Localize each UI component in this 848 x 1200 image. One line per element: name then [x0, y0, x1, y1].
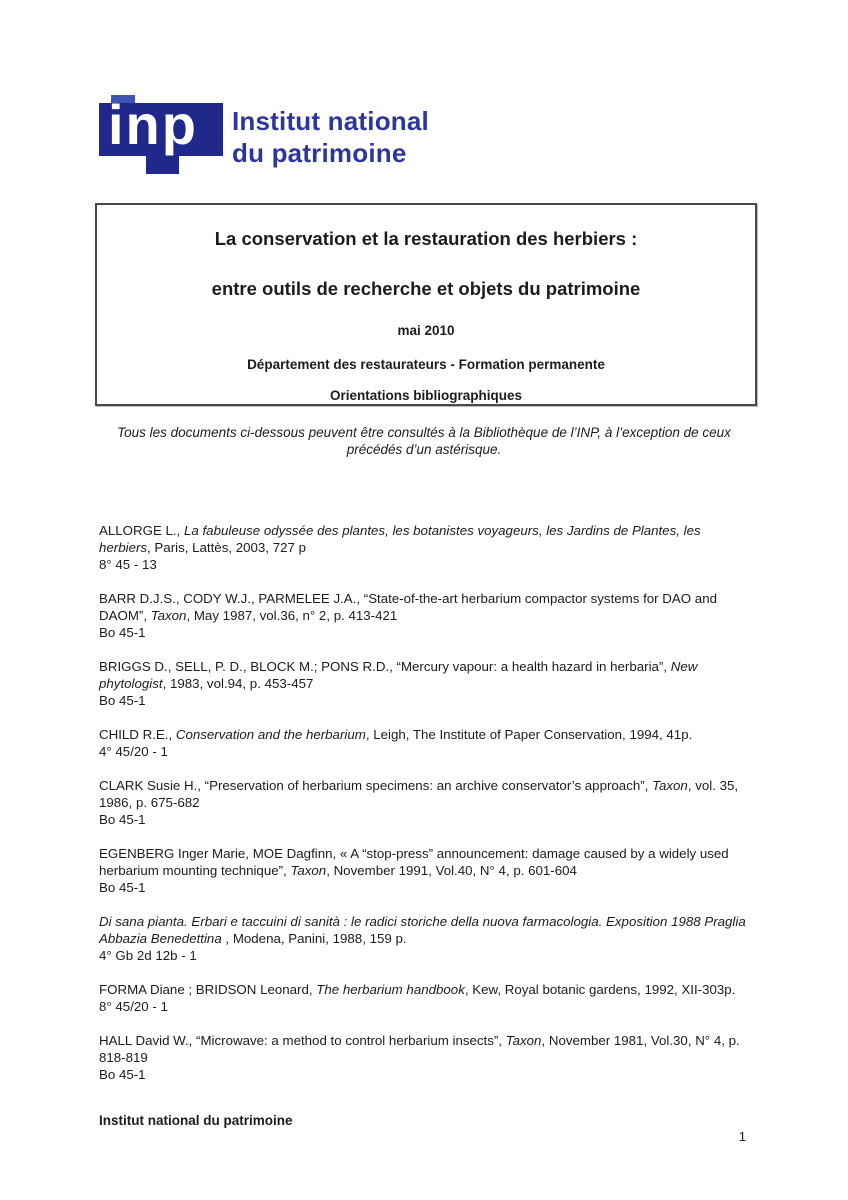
bib-entry-text: HALL David W., “Microwave: a method to control herbarium insects”, Taxon, November 1981, Vol.30, N° 4, p. 818-819: [99, 1033, 740, 1065]
bib-entry: [99, 1032, 751, 1083]
logo-monogram: inp: [108, 93, 198, 156]
bibliography-list: [99, 522, 751, 1100]
bib-entry-text: EGENBERG Inger Marie, MOE Dagfinn, « A “stop-press” announcement: damage caused by a widely used herbarium mounting technique”, Taxon, November 1991, Vol.40, N° 4, p. 601-604: [99, 846, 729, 878]
document-title-line1: La conservation et la restauration des herbiers :: [214, 228, 638, 249]
document-date: mai 2010: [397, 323, 455, 338]
bib-entry-text: ALLORGE L., La fabuleuse odyssée des plantes, les botanistes voyageurs, les Jardins de Plantes, les herbiers, Paris, Lattès, 2003, 727 p: [99, 523, 701, 555]
availability-notice: Tous les documents ci-dessous peuvent être consultés à la Bibliothèque de l’INP, à l’exception de ceux précédés d’un astérisque.: [117, 425, 731, 457]
page-number: 1: [738, 1129, 746, 1144]
bib-entry-callnumber: 8° 45 - 13: [99, 557, 157, 572]
document-title-line2: entre outils de recherche et objets du patrimoine: [211, 278, 641, 299]
org-name: [232, 95, 429, 169]
header: [99, 95, 429, 175]
department-line: Département des restaurateurs - Formation permanente: [247, 357, 605, 372]
title-box: [95, 203, 757, 406]
bib-entry-text: FORMA Diane ; BRIDSON Leonard, The herbarium handbook, Kew, Royal botanic gardens, 1992, XII-303p.: [99, 982, 736, 997]
document-subtitle: Orientations bibliographiques: [329, 388, 522, 403]
bib-entry: [99, 590, 751, 641]
bib-entry-callnumber: 8° 45/20 - 1: [99, 999, 168, 1014]
bib-entry: [99, 726, 751, 760]
bib-entry-text: CHILD R.E., Conservation and the herbarium, Leigh, The Institute of Paper Conservation, 1994, 41p.: [99, 727, 693, 742]
bib-entry-text: Di sana pianta. Erbari e taccuini di sanità : le radici storiche della nuova farmacologia. Exposition 1988 Praglia Abbazia Benedettina , Modena, Panini, 1988, 159 p.: [99, 914, 746, 946]
bib-entry-callnumber: Bo 45-1: [99, 625, 146, 640]
bib-entry-text: CLARK Susie H., “Preservation of herbarium specimens: an archive conservator’s approach”, Taxon, vol. 35, 1986, p. 675-682: [99, 778, 739, 810]
bib-entry-text: BRIGGS D., SELL, P. D., BLOCK M.; PONS R.D., “Mercury vapour: a health hazard in herbaria”, New phytologist, 1983, vol.94, p. 453-457: [99, 659, 698, 691]
bib-entry: [99, 913, 751, 964]
bib-entry-callnumber: Bo 45-1: [99, 880, 146, 895]
bib-entry: [99, 522, 751, 573]
bib-entry: [99, 777, 751, 828]
bib-entry: [99, 981, 751, 1015]
bib-entry-text: BARR D.J.S., CODY W.J., PARMELEE J.A., “State-of-the-art herbarium compactor systems for DAO and DAOM”, Taxon, May 1987, vol.36, n° 2, p. 413-421: [99, 591, 717, 623]
footer-organization: Institut national du patrimoine: [99, 1113, 293, 1128]
bib-entry-callnumber: Bo 45-1: [99, 1067, 146, 1082]
bib-entry-callnumber: Bo 45-1: [99, 693, 146, 708]
bib-entry-callnumber: 4° Gb 2d 12b - 1: [99, 948, 197, 963]
org-name-line2: du patrimoine: [232, 138, 407, 168]
bib-entry: [99, 658, 751, 709]
inp-logo: [99, 95, 225, 175]
bib-entry: [99, 845, 751, 896]
bib-entry-callnumber: Bo 45-1: [99, 812, 146, 827]
org-name-line1: Institut national: [232, 106, 429, 136]
bib-entry-callnumber: 4° 45/20 - 1: [99, 744, 168, 759]
